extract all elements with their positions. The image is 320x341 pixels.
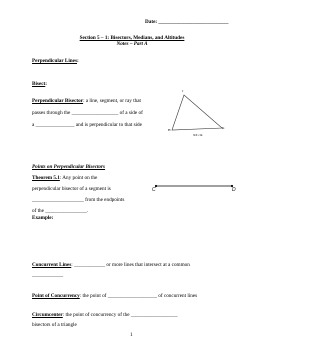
measure-label: XX cm [193,133,203,137]
concurrent-lines-term: Concurrent Lines [32,262,72,268]
circumcenter-line2: bisectors of a triangle [32,322,77,328]
theorem-label: Theorem 5.1 [32,175,60,181]
vertex-k-label: K [222,126,225,130]
segment-c-label: C [152,187,156,193]
perpendicular-lines-line [32,58,79,64]
perpendicular-lines-colon: : [77,58,79,64]
date-line [145,19,228,25]
perpendicular-bisector-line2: passes through the __________________ of a side of [32,110,143,116]
vertex-j-label: J [182,89,184,93]
perpendicular-bisector-definition: : a line, segment, or ray that [83,98,141,104]
circumcenter-line1 [32,312,178,318]
page-number: 1 [130,332,133,338]
perpendicular-lines-term: Perpendicular Lines [32,58,78,64]
triangle-shape [172,95,222,130]
theorem-text-start: : Any point on the [59,175,98,181]
circumcenter-definition: : the point of concurrency of the __________________ [62,312,178,318]
perpendicular-bisector-line3: a _______________ and is perpendicular to that side [32,122,142,128]
section-title: Section 5 – 1: Bisectors, Medians, and Altitudes [79,35,185,41]
date-blank: ___________________________ [158,19,229,25]
theorem-line3: ____________________ from the endpoints [32,197,125,203]
point-of-concurrency-line [32,293,197,299]
concurrent-lines-line2: ____________ [32,272,64,278]
theorem-line2: perpendicular bisector of a segment is [32,186,111,192]
perpendicular-bisector-line1 [32,98,141,104]
vertex-h-label: H [168,128,171,132]
points-section-heading: Points on Perpendicular Bisectors [32,164,106,170]
theorem-line1 [32,175,97,181]
concurrent-lines-line1 [32,262,190,268]
date-label: Date: [145,19,158,25]
bisect-term: Bisect [32,81,46,87]
bisect-line [32,81,47,87]
theorem-line4: of the ________________. [32,208,89,214]
circumcenter-term: Circumcenter [32,312,63,318]
point-of-concurrency-definition: : the point of ___________________ of concurrent lines [79,293,198,299]
segment-d-label: D [232,187,236,193]
example-label: Example: [32,215,54,221]
bisect-colon: : [45,81,47,87]
point-of-concurrency-term: Point of Concurrency [32,293,80,299]
concurrent-lines-definition: : ____________ or more lines that intersect at a common [71,262,190,268]
section-subtitle: Notes – Part A [116,41,148,47]
perpendicular-bisector-term: Perpendicular Bisector [32,98,84,104]
